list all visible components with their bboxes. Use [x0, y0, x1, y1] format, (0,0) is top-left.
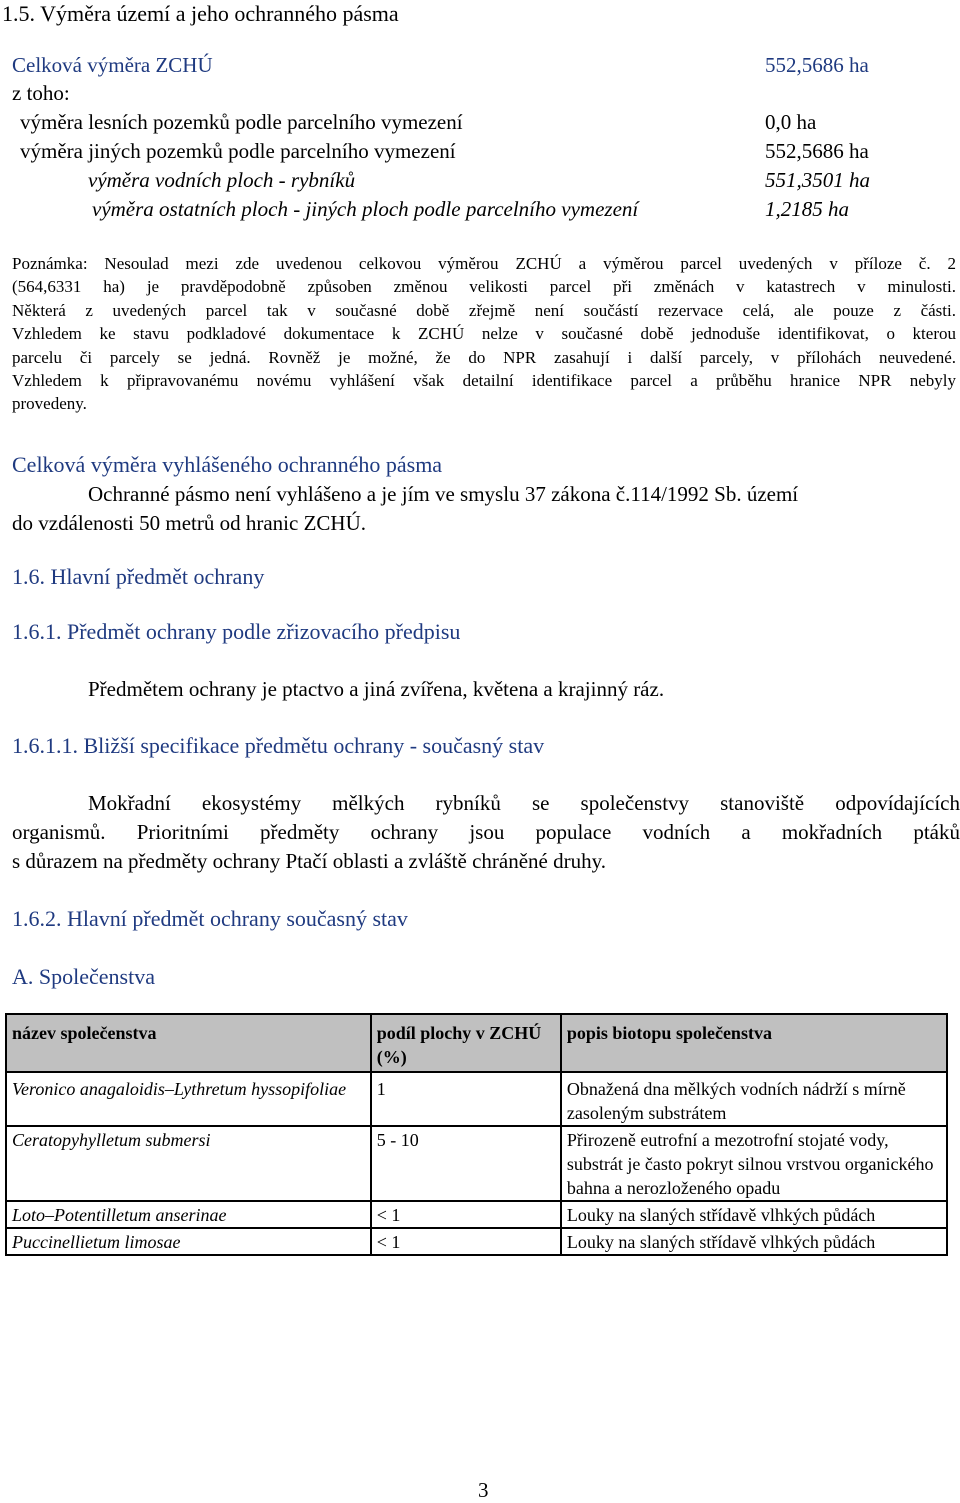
note-line: parcelu či parcely se jedná. Rovněž je možné, že do NPR zasahují i další parcely, v přílohách neuvedené. — [12, 347, 956, 367]
header-biotope: popis biotopu společenstva — [561, 1014, 947, 1072]
community-biotope: Obnažená dna mělkých vodních nádrží s mírně zasoleným substrátem — [561, 1072, 947, 1126]
note-line: Poznámka: Nesoulad mezi zde uvedenou celkovou výměrou ZCHÚ a výměrou parcel uvedených v příloze č. 2 — [12, 254, 956, 273]
forest-area-value: 0,0 ha — [765, 110, 817, 134]
header-area-share: podíl plochy v ZCHÚ (%) — [371, 1014, 561, 1072]
other-area-value: 552,5686 ha — [765, 139, 869, 163]
area-note — [12, 252, 956, 416]
table-header-row — [6, 1014, 947, 1072]
spec-line: Mokřadní ekosystémy mělkých rybníků se společenstvy stanoviště odpovídajících — [88, 791, 960, 815]
header-community-name: název společenstva — [6, 1014, 371, 1072]
community-biotope: Přirozeně eutrofní a mezotrofní stojaté vody, substrát je často pokryt silnou vrstvou organického bahna a nerozloženého opadu — [561, 1126, 947, 1201]
buffer-text-line-2: do vzdálenosti 50 metrů od hranic ZCHÚ. — [12, 511, 367, 535]
community-name: Veronico anagaloidis–Lythretum hyssopifoliae — [6, 1072, 371, 1126]
community-name: Ceratopyhylletum submersi — [6, 1126, 371, 1201]
communities-table — [5, 1013, 948, 1256]
section-heading-1-6-1: 1.6.1. Předmět ochrany podle zřizovacího předpisu — [12, 619, 461, 644]
community-share: < 1 — [371, 1228, 561, 1255]
community-name: Loto–Potentilletum anserinae — [6, 1201, 371, 1228]
spec-line: s důrazem na předměty ochrany Ptačí oblasti a zvláště chráněné druhy. — [12, 849, 606, 873]
buffer-text-line-1: Ochranné pásmo není vyhlášeno a je jím ve smyslu 37 zákona č.114/1992 Sb. území — [88, 482, 799, 506]
total-area-value: 552,5686 ha — [765, 53, 869, 77]
water-area-value: 551,3501 ha — [765, 168, 870, 192]
community-name: Puccinellietum limosae — [6, 1228, 371, 1255]
total-area-label: Celková výměra ZCHÚ — [12, 53, 213, 77]
note-line: Některá z uvedených parcel tak v současné době zřejmě není součástí rezervace celá, ale pouze z části. — [12, 300, 956, 320]
rest-area-label: výměra ostatních ploch - jiných ploch podle parcelního vymezení — [92, 197, 639, 221]
note-line: Vzhledem ke stavu podkladové dokumentace k ZCHÚ nelze v současné době jednoduše identifikovat, o kterou — [12, 324, 956, 344]
of-which-label: z toho: — [12, 81, 70, 105]
table-row — [6, 1126, 947, 1201]
community-biotope: Louky na slaných střídavě vlhkých půdách — [561, 1228, 947, 1255]
spec-line: organismů. Prioritními předměty ochrany jsou populace vodních a mokřadních ptáků — [12, 820, 960, 844]
water-area-label: výměra vodních ploch - rybníků — [88, 168, 356, 192]
section-heading-1-5: 1.5. Výměra území a jeho ochranného pásma — [2, 1, 399, 26]
section-heading-1-6: 1.6. Hlavní předmět ochrany — [12, 564, 265, 589]
table-row — [6, 1228, 947, 1255]
table-row — [6, 1072, 947, 1126]
table-row — [6, 1201, 947, 1228]
community-share: 1 — [371, 1072, 561, 1126]
section-heading-1-6-1-1: 1.6.1.1. Bližší specifikace předmětu ochrany - současný stav — [12, 733, 545, 758]
buffer-heading: Celková výměra vyhlášeného ochranného pásma — [12, 452, 443, 477]
community-biotope: Louky na slaných střídavě vlhkých půdách — [561, 1201, 947, 1228]
community-share: < 1 — [371, 1201, 561, 1228]
page-number: 3 — [478, 1478, 489, 1502]
forest-area-label: výměra lesních pozemků podle parcelního vymezení — [20, 110, 463, 134]
protection-subject-text: Předmětem ochrany je ptactvo a jiná zvířena, květena a krajinný ráz. — [88, 677, 665, 701]
specification-paragraph — [12, 789, 960, 876]
note-line: provedeny. — [12, 394, 87, 414]
other-area-label: výměra jiných pozemků podle parcelního vymezení — [20, 139, 456, 163]
community-share: 5 - 10 — [371, 1126, 561, 1201]
rest-area-value: 1,2185 ha — [765, 197, 849, 221]
note-line: (564,6331 ha) je pravděpodobně způsoben změnou velikosti parcel při změnách v katastrech v minulosti. — [12, 277, 956, 297]
communities-heading: A. Společenstva — [12, 964, 155, 989]
note-line: Vzhledem k připravovanému novému vyhlášení však detailní identifikace parcel a průběhu hranice NPR nebyly — [12, 371, 956, 391]
section-heading-1-6-2: 1.6.2. Hlavní předmět ochrany současný stav — [12, 906, 408, 931]
